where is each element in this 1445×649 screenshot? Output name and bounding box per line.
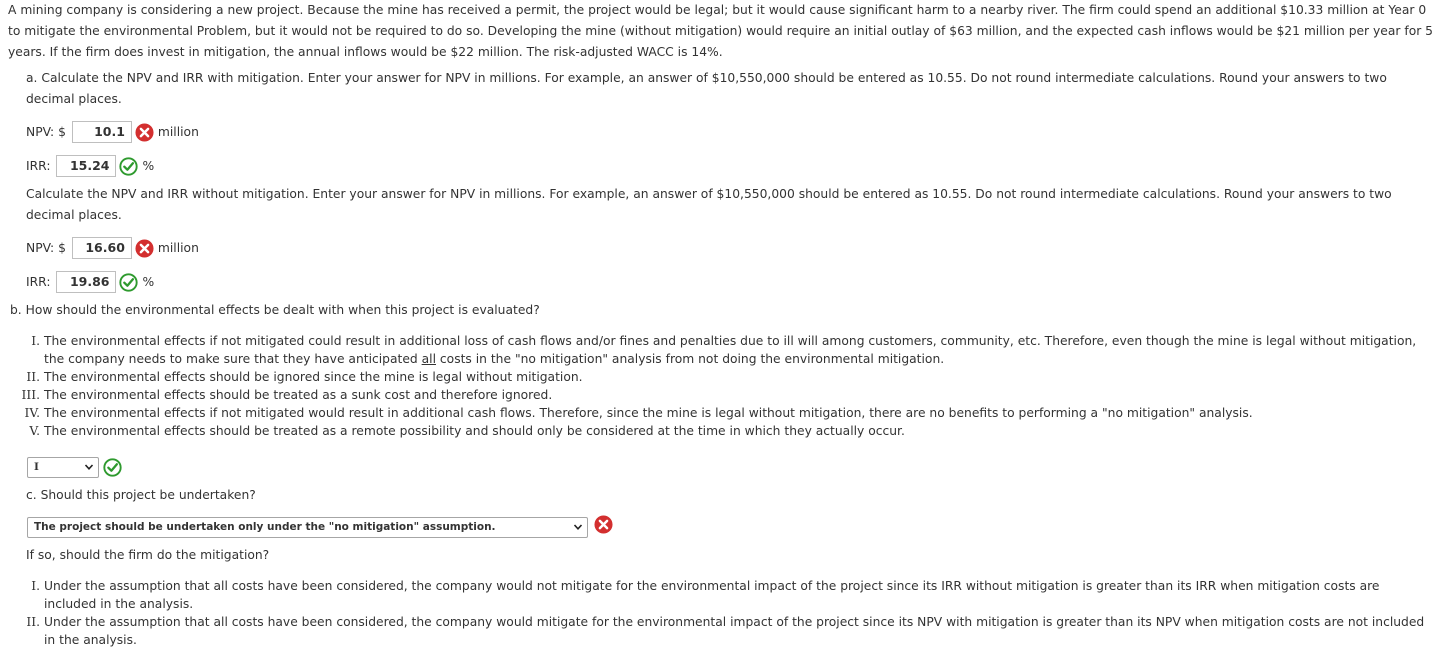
irr-without-row	[26, 271, 154, 293]
part-c-options	[27, 577, 1429, 649]
option-text: The environmental effects if not mitigated would result in additional cash flows. Therefore, since the mine is legal without mitigation, there are no benefits to performing a "no mitigation" analysis.	[44, 406, 1253, 420]
part-a-question-without: Calculate the NPV and IRR without mitigation. Enter your answer for NPV in millions. For example, an answer of $10,550,000 should be entered as 10.55. Do not round intermediate calculations. Round your answers to two decimal places.	[26, 187, 1392, 222]
npv-without-row	[26, 237, 199, 259]
npv-with-input[interactable]: 10.1	[72, 121, 132, 143]
list-item	[27, 332, 1422, 368]
irr-with-label: IRR:	[26, 159, 51, 173]
part-b-options	[21, 332, 1422, 440]
part-b-answer-row	[27, 456, 122, 478]
incorrect-x-icon	[135, 239, 154, 258]
list-item	[27, 368, 1422, 386]
npv-with-label: NPV: $	[26, 125, 66, 139]
irr-with-row	[26, 155, 154, 177]
npv-without-unit: million	[157, 241, 199, 255]
part-b-answer-select[interactable]	[27, 457, 99, 478]
npv-with-row	[26, 121, 199, 143]
option-number: II.	[26, 615, 40, 629]
incorrect-x-icon	[594, 515, 613, 534]
option-text: costs in the "no mitigation" analysis from not doing the environmental mitigation.	[436, 352, 945, 366]
part-a-question: a. Calculate the NPV and IRR with mitigation. Enter your answer for NPV in millions. For example, an answer of $10,550,000 should be entered as 10.55. Do not round intermediate calculations. Round your answers to two decimal places.	[26, 71, 1387, 106]
irr-with-input[interactable]: 15.24	[56, 155, 116, 177]
chevron-down-icon	[573, 522, 583, 532]
npv-with-unit: million	[157, 125, 199, 139]
npv-without-label: NPV: $	[26, 241, 66, 255]
part-c-answer-row	[27, 516, 613, 538]
irr-with-unit: %	[142, 159, 155, 173]
incorrect-x-icon	[135, 123, 154, 142]
option-number: IV.	[24, 406, 40, 420]
list-item	[27, 577, 1429, 613]
part-c-question: c. Should this project be undertaken?	[26, 488, 256, 502]
correct-check-icon	[119, 273, 138, 292]
part-b-question: b. How should the environmental effects be dealt with when this project is evaluated?	[10, 303, 540, 317]
part-c-answer-select[interactable]	[27, 517, 588, 538]
option-number: III.	[21, 388, 40, 402]
part-c-followup: If so, should the firm do the mitigation?	[26, 548, 270, 562]
irr-without-label: IRR:	[26, 275, 51, 289]
option-number: I.	[31, 334, 40, 348]
option-text: Under the assumption that all costs have been considered, the company would mitigate for the environmental impact of the project since its NPV with mitigation is greater than its NPV when mitigation costs are not included in the analysis.	[44, 615, 1425, 647]
irr-without-unit: %	[142, 275, 155, 289]
option-number: I.	[31, 579, 40, 593]
option-text: Under the assumption that all costs have been considered, the company would not mitigate for the environmental impact of the project since its IRR without mitigation is greater than its IRR when mitigation costs are included in the analysis.	[44, 579, 1380, 611]
list-item	[24, 404, 1422, 422]
correct-check-icon	[119, 157, 138, 176]
correct-check-icon	[103, 458, 122, 477]
list-item	[27, 422, 1422, 440]
selected-value: I	[34, 461, 39, 473]
option-underlined-word: all	[421, 352, 436, 366]
chevron-down-icon	[84, 462, 94, 472]
option-number: V.	[29, 424, 40, 438]
option-text: The environmental effects should be ignored since the mine is legal without mitigation.	[44, 370, 583, 384]
option-text: The environmental effects if not mitigated could result in additional loss of cash flows and/or fines and penalties due to ill will among customers, community, etc. Therefore, even though the mine is legal without mitigation, the company needs to make sure that they have anticipated	[44, 334, 1417, 366]
npv-without-input[interactable]: 16.60	[72, 237, 132, 259]
option-number: II.	[26, 370, 40, 384]
list-item	[27, 613, 1429, 649]
problem-statement: A mining company is considering a new project. Because the mine has received a permit, the project would be legal; but it would cause significant harm to a nearby river. The firm could spend an additional $10.33 million at Year 0 to mitigate the environmental Problem, but it would not be required to do so. Developing the mine (without mitigation) would require an initial outlay of $63 million, and the expected cash inflows would be $21 million per year for 5 years. If the firm does invest in mitigation, the annual inflows would be $22 million. The risk-adjusted WACC is 14%.	[8, 3, 1434, 59]
list-item	[21, 386, 1422, 404]
irr-without-input[interactable]: 19.86	[56, 271, 116, 293]
option-text: The environmental effects should be treated as a remote possibility and should only be considered at the time in which they actually occur.	[44, 424, 905, 438]
selected-value: The project should be undertaken only under the "no mitigation" assumption.	[34, 521, 496, 533]
option-text: The environmental effects should be treated as a sunk cost and therefore ignored.	[44, 388, 553, 402]
